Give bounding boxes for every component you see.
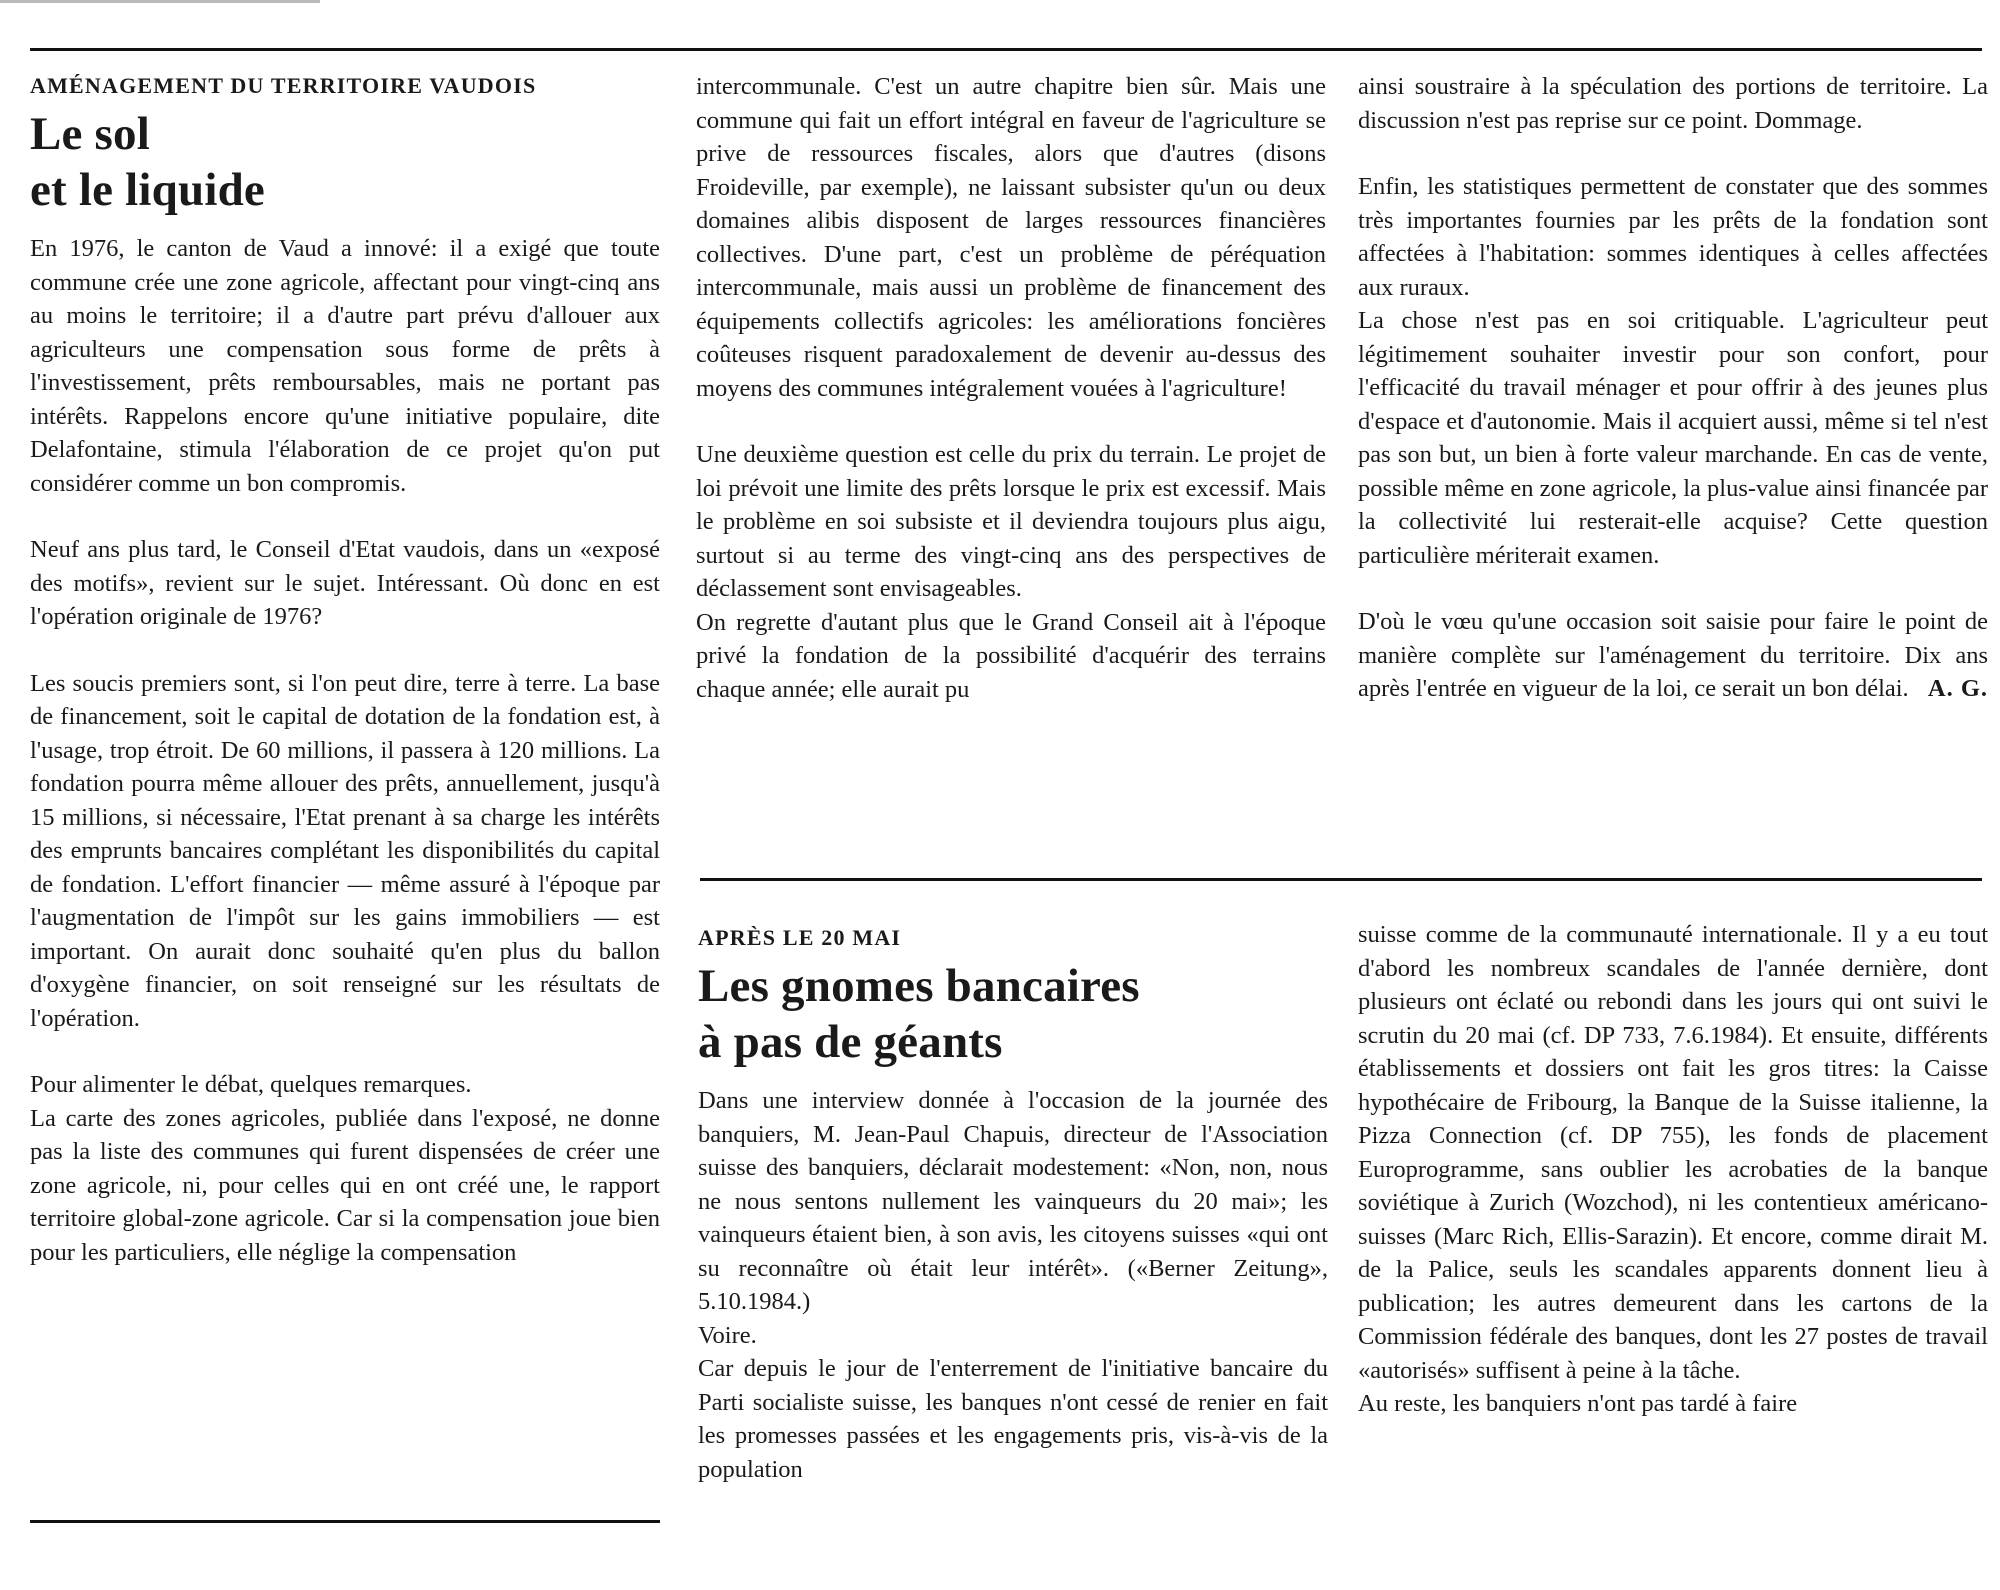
article1-signature: A. G. (1927, 675, 1988, 702)
article1-paragraph: En 1976, le canton de Vaud a innové: il a exigé que toute commune crée une zone agricole, affectant pour vingt-cinq ans au moins le territoire; il a d'autre part prévu d'allouer aux agriculteurs une compensation sous forme de prêts à l'investissement, prêts remboursables, mais ne portant pas intérêts. Rappelons encore qu'une initiative populaire, dite Delafontaine, stimula l'élaboration de ce projet qu'on put considérer comme un bon compromis. (30, 235, 660, 497)
article1-paragraph: La carte des zones agricoles, publiée dans l'exposé, ne donne pas la liste des communes qui furent dispensées de créer une zone agricole, ni, pour celles qui en ont créé une, le rapport territoire global-zone agricole. Car si la compensation joue bien pour les particuliers, elle néglige la compensation (30, 1104, 660, 1266)
article1-paragraph: ainsi soustraire à la spéculation des portions de territoire. La discussion n'est pas reprise sur ce point. Dommage. (1358, 73, 1988, 134)
article1-paragraph: intercommunale. C'est un autre chapitre bien sûr. Mais une commune qui fait un effort intégral en faveur de l'agriculture se prive de ressources fiscales, alors que d'autres (disons Froideville, par exemple), ne laissant subsister qu'un ou deux domaines alibis disposent de larges ressources financières collectives. D'une part, c'est un problème de péréquation intercommunale, mais aussi un problème de financement des équipements collectifs agricoles: les améliorations foncières coûteuses risquent paradoxalement de devenir au-dessus des moyens des communes intégralement vouées à l'agriculture! (696, 73, 1326, 402)
article1-closing-paragraph (1358, 605, 1988, 706)
article1-paragraph: Pour alimenter le débat, quelques remarques. (30, 1071, 472, 1098)
article1-headline (30, 106, 660, 218)
article1-closing-text: D'où le vœu qu'une occasion soit saisie pour faire le point de manière complète sur l'aménagement du territoire. Dix ans après l'entrée en vigueur de la loi, ce serait un bon délai. (1358, 608, 1988, 702)
article1-headline-line2: et le liquide (30, 164, 265, 216)
article2-paragraph: Car depuis le jour de l'enterrement de l'initiative bancaire du Parti socialiste suisse, les banques n'ont cessé de renier en fait les promesses passées et les engagements pris, vis-à-vis de la population (698, 1355, 1328, 1483)
article2-column-3 (1358, 918, 1988, 1421)
article2-paragraph: Voire. (698, 1321, 757, 1349)
article2-headline-line2: à pas de géants (698, 1016, 1003, 1068)
article1-headline-line1: Le sol (30, 108, 151, 160)
bottom-rule-col1 (30, 1520, 660, 1523)
article1-paragraph: Une deuxième question est celle du prix du terrain. Le projet de loi prévoit une limite des prêts lorsque le prix est excessif. Mais le problème en soi subsiste et il deviendra toujours plus aigu, surtout si au terme des vingt-cinq ans des perspectives de déclassement sont envisageables. (696, 441, 1326, 602)
article2-column-2 (698, 924, 1328, 1486)
article1-paragraph: Enfin, les statistiques permettent de constater que des sommes très importantes fournies par les prêts de la fondation sont affectées à l'habitation: sommes identiques à celles affectées aux ruraux. (1358, 173, 1988, 301)
article1-paragraph: On regrette d'autant plus que le Grand Conseil ait à l'époque privé la fondation de la possibilité d'acquérir des terrains chaque année; elle aurait pu (696, 608, 1326, 703)
article1-paragraph: Neuf ans plus tard, le Conseil d'Etat vaudois, dans un «exposé des motifs», revient sur le sujet. Intéressant. Où donc en est l'opération originale de 1976? (30, 536, 660, 630)
article1-paragraph: La chose n'est pas en soi critiquable. L'agriculteur peut légitimement souhaiter investir pour son confort, pour l'efficacité du travail ménager et pour offrir à des jeunes plus d'espace et d'autonomie. Mais il acquiert aussi, même si tel n'est pas son but, un bien à forte valeur marchande. En cas de vente, possible même en zone agricole, la plus-value ainsi financée par la collectivité lui resterait-elle acquise? Cette question particulière mériterait examen. (1358, 307, 1988, 569)
top-edge-mark (0, 0, 320, 3)
article1-column-2 (696, 70, 1326, 706)
article1-column-3 (1358, 70, 1988, 706)
article1-kicker: AMÉNAGEMENT DU TERRITOIRE VAUDOIS (30, 73, 537, 98)
article2-kicker: APRÈS LE 20 MAI (698, 925, 902, 950)
article2-paragraph: suisse comme de la communauté internationale. Il y a eu tout d'abord les nombreux scandales de l'année dernière, dont plusieurs ont éclaté ou rebondi dans les jours qui ont suivi le scrutin du 20 mai (cf. DP 733, 7.6.1984). Et ensuite, différents établissements et dossiers ont fait les gros titres: la Caisse hypothécaire de Fribourg, la Banque de la Suisse italienne, la Pizza Connection (cf. DP 755), les fonds de placement Europrogramme, sans oublier les acrobaties de la banque soviétique à Zurich (Wozchod), ni les contentieux américano-suisses (Marc Rich, Ellis-Sarazin). Et encore, comme dirait M. de la Palice, seuls les scandales apparents donnent lieu à publication; les autres demeurent dans les cartons de la Commission fédérale des banques, dont les 27 postes de travail «autorisés» suffisent à peine à la tâche. (1358, 921, 1988, 1384)
mid-rule (700, 878, 1982, 881)
article2-headline-line1: Les gnomes bancaires (698, 960, 1140, 1012)
article2-headline (698, 958, 1328, 1070)
article2-paragraph: Dans une interview donnée à l'occasion de la journée des banquiers, M. Jean-Paul Chapuis, directeur de l'Association suisse des banquiers, déclarait modestement: «Non, non, nous ne nous sentons nullement les vainqueurs du 20 mai»; les vainqueurs étaient bien, à son avis, les citoyens suisses «qui ont su reconnaître où était leur intérêt». («Berner Zeitung», 5.10.1984.) (698, 1087, 1328, 1315)
article1-paragraph: Les soucis premiers sont, si l'on peut dire, terre à terre. La base de financement, soit le capital de dotation de la fondation est, à l'usage, trop étroit. De 60 millions, il passera à 120 millions. La fondation pourra même allouer des prêts, annuellement, jusqu'à 15 millions, si nécessaire, l'Etat prenant à sa charge les intérêts des emprunts bancaires complétant les disponibilités du capital de fondation. L'effort financier — même assuré à l'époque par l'augmentation de l'impôt sur les gains immobiliers — est important. On aurait donc souhaité qu'en plus du ballon d'oxygène financier, on soit renseigné sur les résultats de l'opération. (30, 669, 660, 1032)
top-rule (30, 48, 1982, 51)
article2-paragraph: Au reste, les banquiers n'ont pas tardé à faire (1358, 1390, 1798, 1417)
article1-column-1 (30, 72, 660, 1269)
